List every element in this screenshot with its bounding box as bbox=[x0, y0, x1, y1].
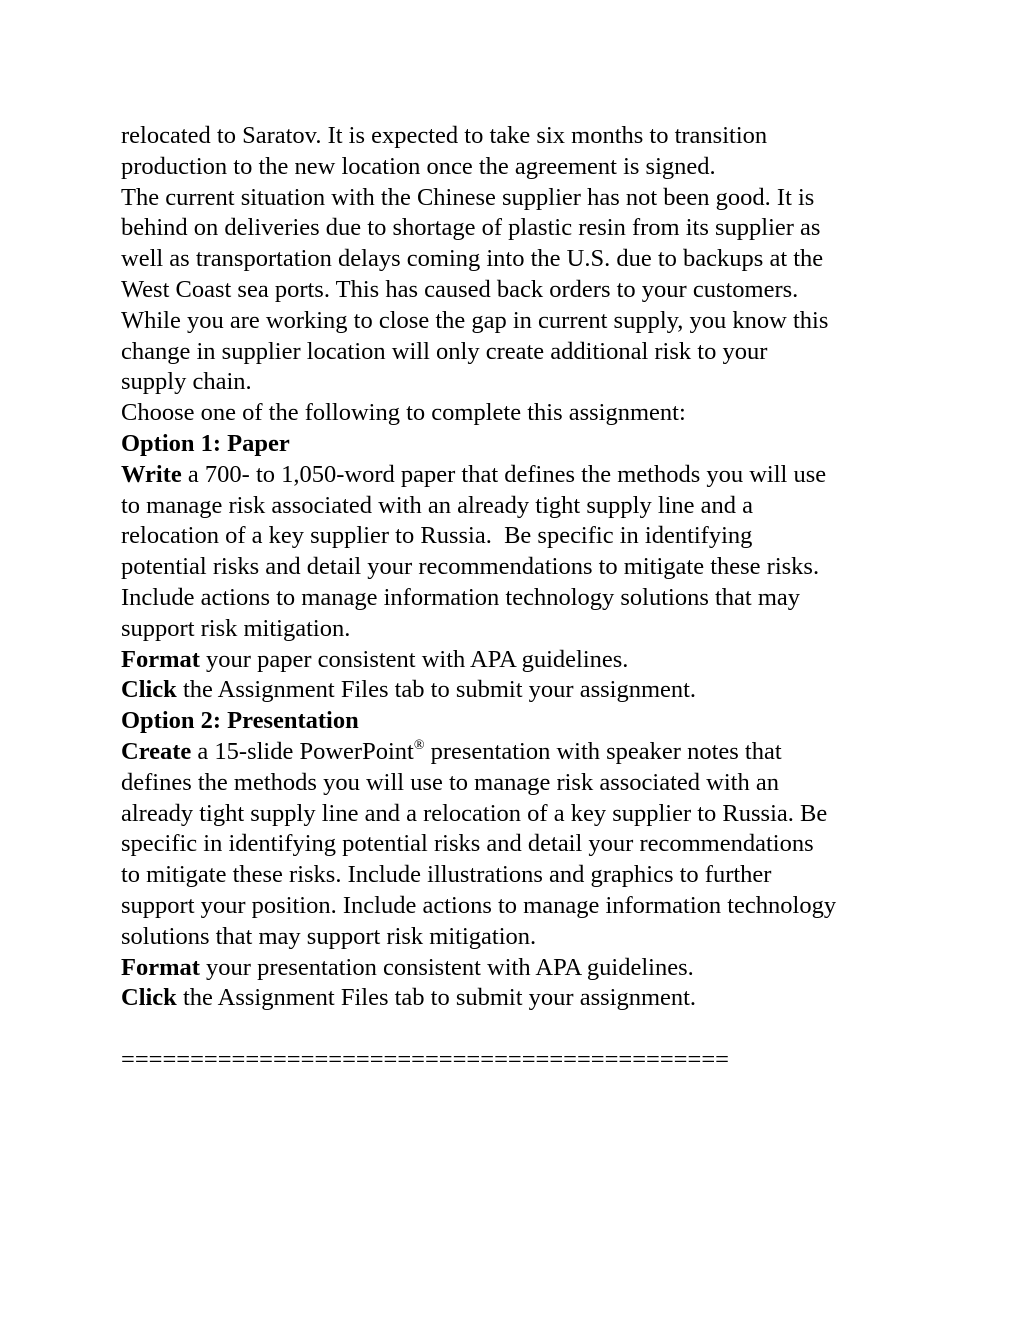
click-keyword: Click bbox=[121, 676, 177, 704]
text-fragment: the Assignment Files tab to submit your assignment. bbox=[176, 676, 697, 704]
text-line: The current situation with the Chinese supplier has not been good. It is bbox=[121, 183, 815, 211]
text-line: already tight supply line and a relocation of a key supplier to Russia. Be bbox=[121, 799, 828, 827]
text-line: Choose one of the following to complete this assignment: bbox=[121, 399, 686, 427]
registered-mark: ® bbox=[413, 737, 425, 753]
option1-heading bbox=[121, 429, 921, 460]
text-line: relocation of a key supplier to Russia. Be specific in identifying bbox=[121, 522, 753, 550]
text-line: Include actions to manage information technology solutions that may bbox=[121, 583, 801, 611]
format-keyword: Format bbox=[121, 953, 200, 981]
text-fragment: a 15-slide PowerPoint bbox=[191, 737, 414, 765]
text-fragment: the Assignment Files tab to submit your assignment. bbox=[176, 984, 697, 1012]
write-keyword: Write bbox=[121, 460, 182, 488]
text-fragment: your paper consistent with APA guidelines. bbox=[199, 645, 629, 673]
text-line: to mitigate these risks. Include illustrations and graphics to further bbox=[121, 861, 772, 889]
text-fragment: presentation with speaker notes that bbox=[424, 737, 782, 765]
option1-write-line bbox=[121, 460, 921, 491]
text-line: West Coast sea ports. This has caused back orders to your customers. bbox=[121, 275, 799, 303]
option2-heading bbox=[121, 706, 921, 737]
text-line: support risk mitigation. bbox=[121, 614, 351, 642]
click-keyword: Click bbox=[121, 984, 177, 1012]
option1-click-line bbox=[121, 675, 921, 706]
format-keyword: Format bbox=[121, 645, 200, 673]
text-line: defines the methods you will use to manage risk associated with an bbox=[121, 768, 779, 796]
option1-heading-text: Option 1: Paper bbox=[121, 429, 290, 457]
text-line: potential risks and detail your recommendations to mitigate these risks. bbox=[121, 553, 820, 581]
text-line: specific in identifying potential risks and detail your recommendations bbox=[121, 830, 814, 858]
text-line: production to the new location once the agreement is signed. bbox=[121, 152, 716, 180]
blank-line bbox=[121, 1014, 921, 1045]
separator-rule: ============================================ bbox=[121, 1045, 729, 1073]
option2-click-line bbox=[121, 983, 921, 1014]
text-line: to manage risk associated with an already tight supply line and a bbox=[121, 491, 754, 519]
text-line: relocated to Saratov. It is expected to take six months to transition bbox=[121, 122, 768, 149]
text-line: solutions that may support risk mitigation. bbox=[121, 922, 537, 950]
text-line: well as transportation delays coming into the U.S. due to backups at the bbox=[121, 245, 824, 273]
text-line: supply chain. bbox=[121, 368, 252, 396]
text-line: change in supplier location will only create additional risk to your bbox=[121, 337, 768, 365]
create-keyword: Create bbox=[121, 737, 192, 765]
option2-heading-text: Option 2: Presentation bbox=[121, 707, 359, 735]
text-line: behind on deliveries due to shortage of plastic resin from its supplier as bbox=[121, 214, 821, 242]
text-fragment: a 700- to 1,050-word paper that defines the methods you will use bbox=[181, 460, 827, 488]
document-body bbox=[121, 121, 921, 1076]
option2-create-line bbox=[121, 737, 921, 768]
text-line: support your position. Include actions to manage information technology bbox=[121, 891, 837, 919]
text-line: While you are working to close the gap in current supply, you know this bbox=[121, 306, 829, 334]
option2-format-line bbox=[121, 953, 921, 984]
text-fragment: your presentation consistent with APA guidelines. bbox=[199, 953, 694, 981]
option1-format-line bbox=[121, 645, 921, 676]
